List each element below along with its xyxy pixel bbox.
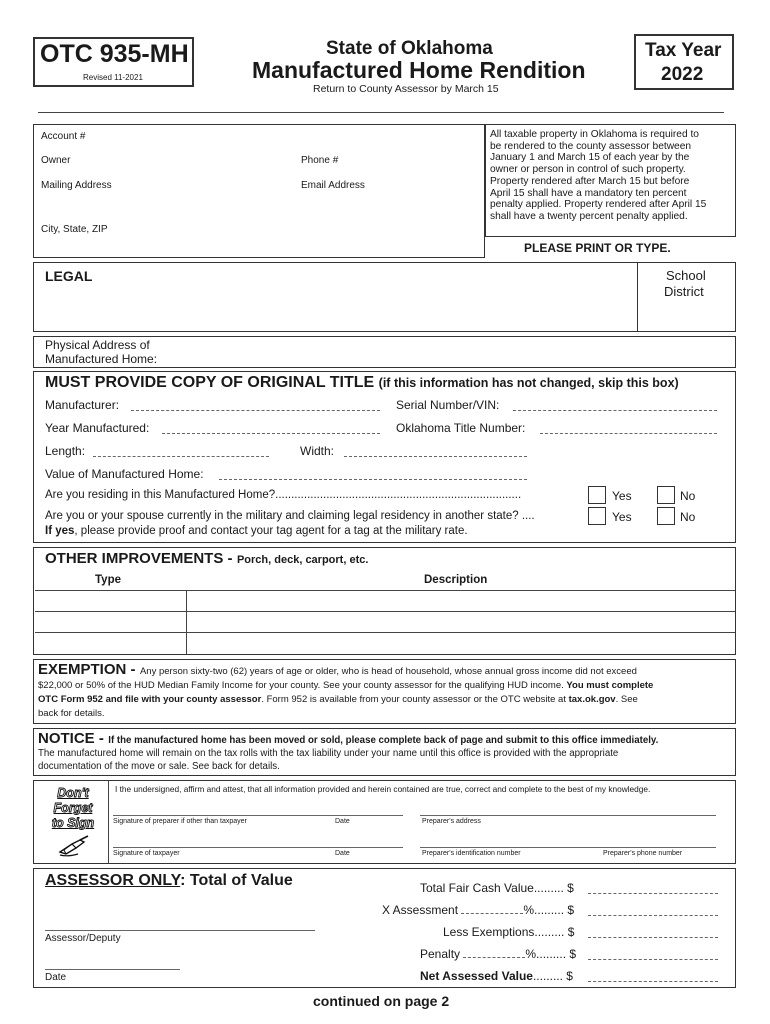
year-line[interactable] xyxy=(162,433,380,434)
residing-no-checkbox[interactable] xyxy=(657,486,675,504)
exemption-line-3: OTC Form 952 and file with your county assessor. Form 952 is available from your county assessor or the OTC website at tax.ok.gov. See xyxy=(38,694,638,705)
attestation-text: I the undersigned, affirm and attest, that all information provided and herein contained are true, correct and complete to the best of my knowledge. xyxy=(115,784,651,794)
x-assessment-line[interactable] xyxy=(588,915,718,916)
residing-yes-checkbox[interactable] xyxy=(588,486,606,504)
value-label: Value of Manufactured Home: xyxy=(45,467,204,481)
assessor-deputy-line[interactable] xyxy=(45,930,315,931)
manufacturer-label: Manufacturer: xyxy=(45,398,120,412)
notice-line-3: documentation of the move or sale. See back for details. xyxy=(38,761,280,772)
residing-question: Are you residing in this Manufactured Home?............................................................................. xyxy=(45,489,522,501)
notice-heading: NOTICE - If the manufactured home has been moved or sold, please complete back of page and submit to this office immediately. xyxy=(38,730,659,747)
taxpayer-signature-label: Signature of taxpayer xyxy=(113,850,180,857)
military-no-checkbox[interactable] xyxy=(657,507,675,525)
legal-box[interactable] xyxy=(33,262,736,332)
owner-box xyxy=(33,124,485,258)
preparer-id-label: Preparer's identification number xyxy=(422,850,521,857)
exemption-line-1: EXEMPTION - Any person sixty-two (62) years of age or older, who is head of household, whose annual gross income did not exceed xyxy=(38,661,637,678)
assessor-heading: ASSESSOR ONLY: Total of Value xyxy=(45,872,293,889)
width-label: Width: xyxy=(300,444,335,458)
col-type-header: Type xyxy=(95,574,121,586)
preparer-phone-label: Preparer's phone number xyxy=(603,850,683,857)
net-assessed-label: Net Assessed Value......... $ xyxy=(420,969,573,983)
total-fair-cash-line[interactable] xyxy=(588,893,718,894)
military-instruction: If yes, please provide proof and contact your tag agent for a tag at the military rate. xyxy=(45,525,468,537)
residing-yes-label: Yes xyxy=(612,489,632,503)
header-rule xyxy=(38,112,724,113)
email-address-label[interactable]: Email Address xyxy=(301,180,365,191)
physical-address-label-1: Physical Address of xyxy=(45,338,150,352)
preparer-date-label: Date xyxy=(335,818,350,825)
assessor-date-label: Date xyxy=(45,972,67,983)
exemption-line-2: $22,000 or 50% of the HUD Median Family Income for your county. See your county assessor for the qualifying HUD income. You must complete xyxy=(38,680,654,691)
continued-note: continued on page 2 xyxy=(313,993,450,1009)
revised-date: Revised 11-2021 xyxy=(83,73,143,82)
length-label: Length: xyxy=(45,444,86,458)
legal-label: LEGAL xyxy=(45,268,93,284)
rendition-notice: All taxable property in Oklahoma is required to be rendered to the county assessor between January 1 and March 15 of each year by the owner or person in control of such property. Property rendered after March 15 but before April 15 shall have a mandatory ten percent penalty applied. Property rendered after April 15 shall have a twenty percent penalty applied. xyxy=(490,129,707,222)
military-no-label: No xyxy=(680,510,696,524)
preparer-id-line[interactable] xyxy=(420,847,716,848)
less-exemptions-label: Less Exemptions......... $ xyxy=(443,925,575,939)
form-number: OTC 935-MH xyxy=(40,40,189,68)
length-line[interactable] xyxy=(93,456,269,457)
ok-title-line[interactable] xyxy=(540,433,717,434)
tax-year-label: Tax Year xyxy=(645,40,722,61)
physical-address-label-2: Manufactured Home: xyxy=(45,352,158,366)
military-question: Are you or your spouse currently in the military and claiming legal residency in another state? .... xyxy=(45,510,535,522)
taxpayer-signature-line[interactable] xyxy=(113,847,403,848)
improvements-row-3[interactable] xyxy=(35,633,735,654)
preparer-address-line[interactable] xyxy=(420,815,716,816)
preparer-signature-label: Signature of preparer if other than taxpayer xyxy=(113,818,247,825)
phone-label[interactable]: Phone # xyxy=(301,155,339,166)
print-notice: PLEASE PRINT OR TYPE. xyxy=(524,241,671,255)
state-name: State of Oklahoma xyxy=(326,38,493,59)
less-exemptions-line[interactable] xyxy=(588,937,718,938)
total-fair-cash-label: Total Fair Cash Value......... $ xyxy=(420,881,574,895)
residing-no-label: No xyxy=(680,489,696,503)
preparer-signature-line[interactable] xyxy=(113,815,403,816)
manufacturer-line[interactable] xyxy=(131,410,380,411)
title-heading: MUST PROVIDE COPY OF ORIGINAL TITLE (if this information has not changed, skip this box) xyxy=(45,374,679,391)
penalty-label: Penalty %......... $ xyxy=(420,947,577,961)
col-description-header: Description xyxy=(424,574,488,586)
assessor-deputy-label: Assessor/Deputy xyxy=(45,933,121,944)
district-label-text: District xyxy=(664,284,704,299)
preparer-address-label: Preparer's address xyxy=(422,818,481,825)
improvements-heading: OTHER IMPROVEMENTS - Porch, deck, carport, etc. xyxy=(45,550,369,567)
penalty-line[interactable] xyxy=(588,959,718,960)
owner-label[interactable]: Owner xyxy=(41,155,71,166)
year-label: Year Manufactured: xyxy=(45,421,150,435)
assessor-date-line[interactable] xyxy=(45,969,180,970)
x-assessment-label: X Assessment %......... $ xyxy=(382,903,575,917)
sign-reminder-divider xyxy=(108,781,109,863)
taxpayer-date-label: Date xyxy=(335,850,350,857)
city-state-zip-label[interactable]: City, State, ZIP xyxy=(41,224,108,235)
exemption-line-4: back for details. xyxy=(38,708,105,719)
serial-label: Serial Number/VIN: xyxy=(396,398,500,412)
military-yes-checkbox[interactable] xyxy=(588,507,606,525)
improvements-row-1[interactable] xyxy=(35,591,735,611)
width-line[interactable] xyxy=(344,456,527,457)
improvements-row-2[interactable] xyxy=(35,612,735,632)
serial-line[interactable] xyxy=(513,410,717,411)
mailing-address-label[interactable]: Mailing Address xyxy=(41,180,112,191)
military-yes-label: Yes xyxy=(612,510,632,524)
dont-forget-to-sign: Don't Forget to Sign xyxy=(51,786,95,830)
form-title: Manufactured Home Rendition xyxy=(252,57,586,83)
notice-line-2: The manufactured home will remain on the tax rolls with the tax liability under your name until this office is provided with the appropriate xyxy=(38,748,619,759)
net-assessed-line[interactable] xyxy=(588,981,718,982)
tax-year-value: 2022 xyxy=(661,64,704,85)
ok-title-label: Oklahoma Title Number: xyxy=(396,421,526,435)
pen-hand-icon xyxy=(58,834,90,863)
school-label: School xyxy=(666,268,706,283)
form-subtitle: Return to County Assessor by March 15 xyxy=(313,83,499,95)
value-line[interactable] xyxy=(219,479,527,480)
account-label[interactable]: Account # xyxy=(41,131,86,142)
